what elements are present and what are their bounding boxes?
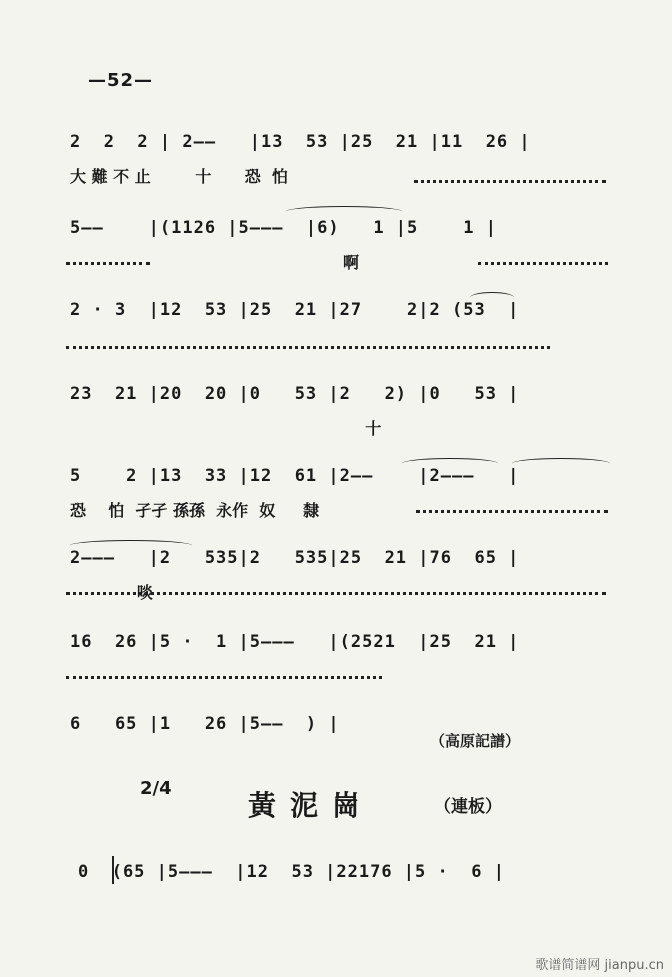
piece-title: 黃泥崗 <box>248 789 375 822</box>
notation-line: 2 2 2 | 2—— |13 53 |25 21 |11 26 | <box>70 132 531 152</box>
lyric-line: 啊 <box>70 253 359 272</box>
lyric-line <box>70 332 610 354</box>
notation-line: 0 (65 |5——— |12 53 |22176 |5 · 6 | <box>78 862 505 882</box>
watermark: 歌谱简谱网 jianpu.cn <box>535 958 664 973</box>
time-signature: 2/4 <box>140 778 172 799</box>
lyric-line <box>70 664 610 686</box>
slur <box>402 458 498 469</box>
slur <box>470 292 514 303</box>
lyric-line: 恐 怕 孑孑 孫孫 永作 奴 隸 <box>70 501 320 520</box>
slur <box>112 856 116 884</box>
transcriber-credit: （高原記譜） <box>430 732 521 750</box>
page-number: —52— <box>88 70 154 91</box>
notation-line: 5—— |(1126 |5——— |6) 1 |5 1 | <box>70 218 497 238</box>
lyric-line: 十 <box>70 419 382 438</box>
slur <box>512 458 610 469</box>
notation-line: 2——— |2 535|2 535|25 21 |76 65 | <box>70 548 520 568</box>
slur <box>70 540 192 551</box>
notation-line: 2 · 3 |12 53 |25 21 |27 2|2 (53 | <box>70 300 520 320</box>
dotted-line <box>416 510 608 513</box>
lyric-line <box>70 746 610 768</box>
slur <box>286 206 402 217</box>
notation-line: 23 21 |20 20 |0 53 |2 2) |0 53 | <box>70 384 520 404</box>
notation-line: 6 65 |1 26 |5—— ) | <box>70 714 340 734</box>
lyric-line: 大 難 不 止 十 恐 怕 <box>70 167 288 186</box>
notation-line: 5 2 |13 33 |12 61 |2—— |2——— | <box>70 466 520 486</box>
tempo-marking: （連板） <box>434 797 502 817</box>
notation-line: 16 26 |5 · 1 |5——— |(2521 |25 21 | <box>70 632 520 652</box>
dotted-line <box>414 180 606 183</box>
lyric-line: 啖 <box>70 583 153 602</box>
